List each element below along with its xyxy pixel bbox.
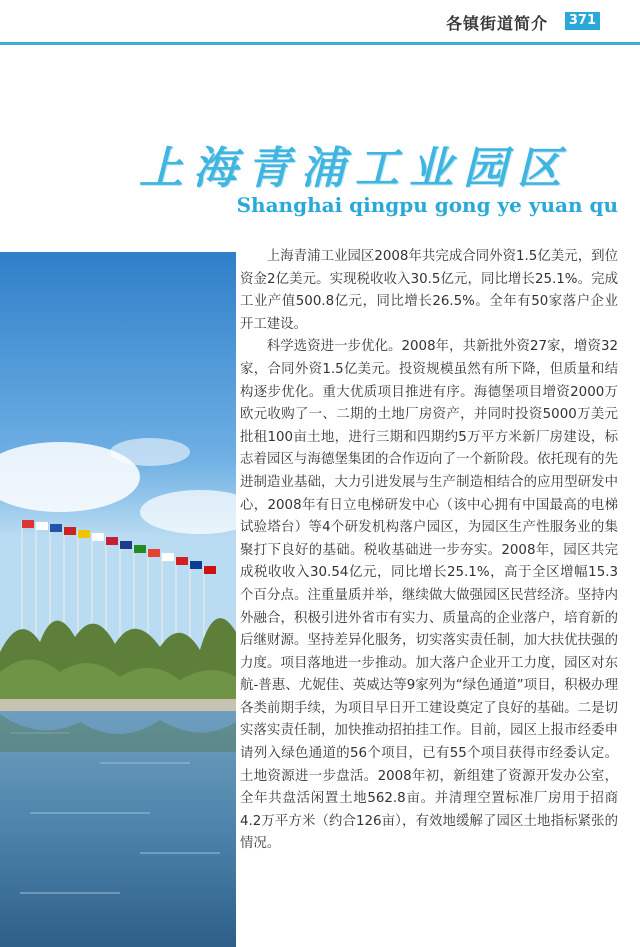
page-number: 371 — [565, 12, 600, 30]
paragraph: 上海青浦工业园区2008年共完成合同外资1.5亿美元，到位资金2亿美元。实现税收收入30.5亿元，同比增长25.1%。完成工业产值500.8亿元，同比增长26.5%。全年有50家落户企业开工建设。 — [240, 249, 618, 332]
header-divider — [0, 42, 640, 45]
article-body — [240, 246, 618, 856]
article-title: 上海青浦工业园区 — [139, 143, 571, 194]
flags-lake-photo — [0, 252, 236, 947]
paragraph: 科学选资进一步优化。2008年，共新批外资27家，增资32家，合同外资1.5亿美元。投资规模虽然有所下降，但质量和结构逐步优化。重大优质项目推进有序。海德堡项目增资2000万欧元收购了一、二期的土地厂房资产，并同时投资5000万美元批租100亩土地，进行三期和四期约5万平方米新厂房建设，标志着园区与海德堡集团的合作迈向了一个新阶段。依托现有的先进制造业基础，大力引进发展与生产制造相结合的应用型研发中心，2008年有日立电梯研发中心（该中心拥有中国最高的电梯试验塔台）等4个研发机构落户园区，为园区生产性服务业的集聚打下良好的基础。税收基础进一步夯实。2008年，园区共完成税收收入30.54亿元，同比增长25.1%，高于全区增幅15.3个百分点。注重量质并举，继续做大做强园区民营经济。坚持内外融合，积极引进外省市有实力、质量高的企业落户，培育新的后继财源。坚持差异化服务，切实落实责任制，加大扶优扶强的力度。项目落地进一步推动。加大落户企业开工力度，园区对东航-普惠、尤妮佳、英威达等9家列为“绿色通道”项目，积极办理各类前期手续，为项目早日开工建设奠定了良好的基础。二是切实落实责任制，加快推动招拍挂工作。目前，园区上报市经委申请列入绿色通道的56个项目，已有55个项目获得市经委认定。土地资源进一步盘活。2008年初，新组建了资源开发办公室，全年共盘活闲置土地562.8亩。并清理空置标准厂房用于招商4.2万平方米（约合126亩），有效地缓解了园区土地指标紧张的情况。 — [240, 339, 618, 852]
section-title: 各镇街道简介 — [445, 14, 548, 33]
article-title-pinyin: Shanghai qingpu gong ye yuan qu — [236, 193, 618, 217]
page-header — [0, 0, 640, 46]
